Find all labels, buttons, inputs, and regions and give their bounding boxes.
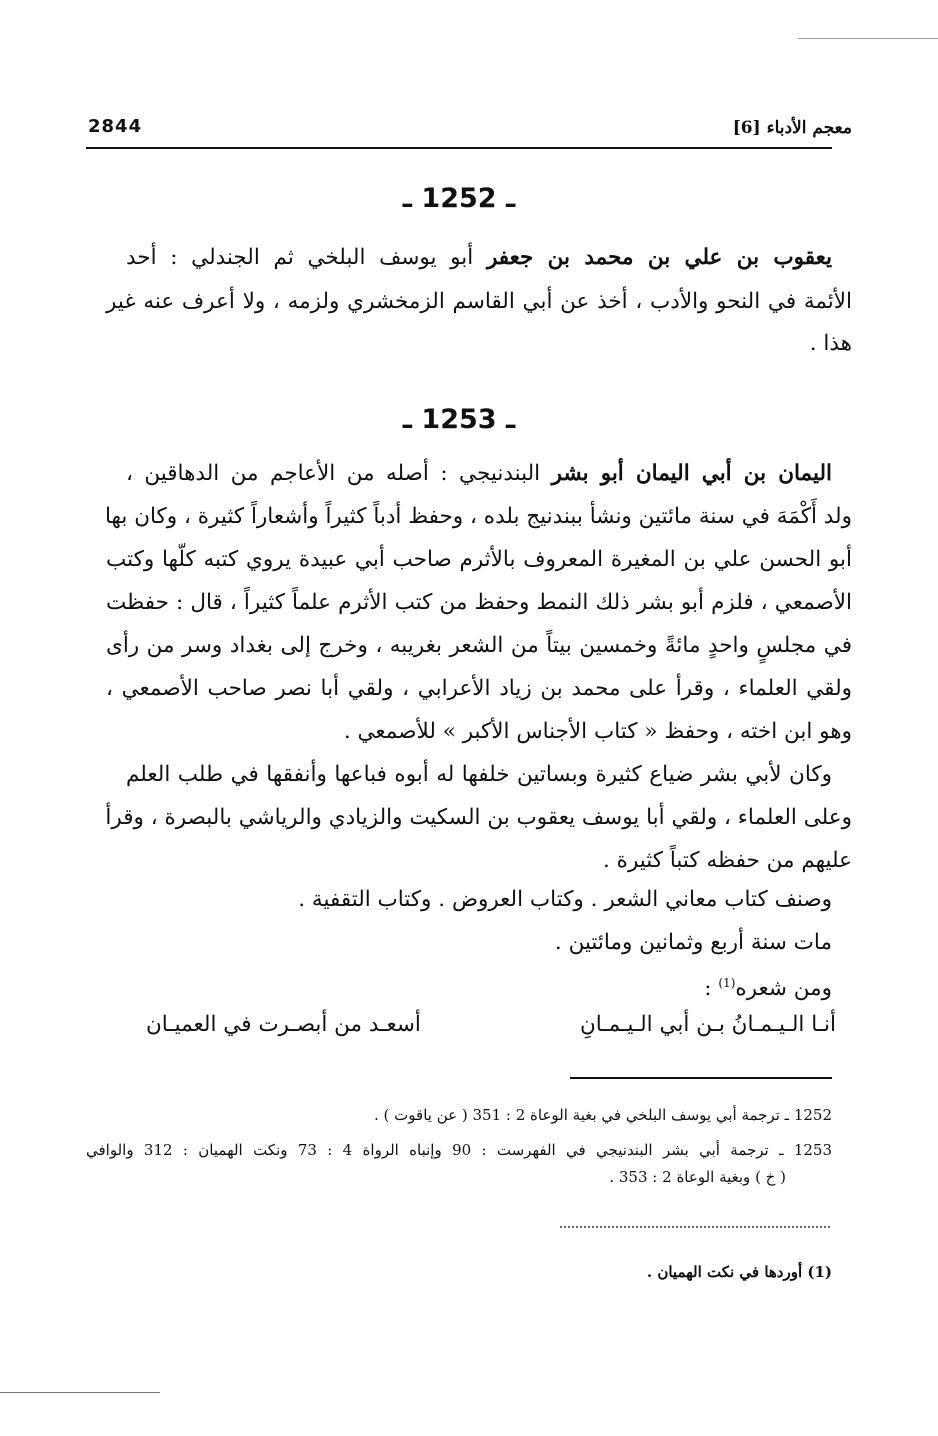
entry-1253-line-12: مات سنة أربع وثمانين ومائتين . xyxy=(554,930,832,955)
poem-intro: ومن شعره xyxy=(735,976,832,1002)
entry-1253-line-5: في مجلسٍ واحدٍ مائةً وخمسين بيتاً من الشعر بغريبه ، وخرج إلى بغداد وسر من رأى xyxy=(106,633,852,658)
header-rule xyxy=(86,147,832,149)
entry-1253-line-10: عليهم من حفظه كتباً كثيرة . xyxy=(603,848,852,873)
scan-mark-bottom xyxy=(0,1392,160,1393)
entry-number-1253: ـ 1253 ـ xyxy=(402,404,516,435)
entry-1253-line-9: وعلى العلماء ، ولقي أبا يوسف يعقوب بن السكيت والزيادي والرياشي بالبصرة ، وقرأ xyxy=(105,805,852,830)
scan-mark xyxy=(798,38,938,39)
entry-1253-line-2: ولد أَكْمَهَ في سنة مائتين ونشأ ببندنيج بلده ، وحفظ أدباً كثيراً وأشعاراً كثيرة ، وكان بها xyxy=(104,504,852,529)
footnote-1: (1) أوردها في نكت الهميان . xyxy=(646,1263,832,1281)
entry-1252-line-1-text: أبو يوسف البلخي ثم الجندلي : أحد xyxy=(126,245,487,270)
entry-1252-line-1 xyxy=(126,244,832,272)
page-number: 2844 xyxy=(88,116,143,137)
footnote-dotted-rule xyxy=(560,1226,830,1228)
footnote-rule xyxy=(570,1077,832,1079)
footnote-ref-1: (1) xyxy=(718,976,736,990)
book-title: معجم الأدباء [6] xyxy=(732,118,852,138)
entry-1253-line-13 xyxy=(126,969,832,1003)
entry-1253-line-7: وهو ابن اخته ، وحفظ « كتاب الأجناس الأكبر » للأصمعي . xyxy=(343,719,852,744)
poem-intro-colon: : xyxy=(704,976,719,1002)
verse-second-hemistich: أسعـد من أبصـرت في العميـان xyxy=(146,1012,421,1037)
entry-1253-line-6: ولقي العلماء ، وقرأ على محمد بن زياد الأعرابي ، ولقي أبا نصر صاحب الأصمعي ، xyxy=(106,676,852,701)
entry-number-1252: ـ 1252 ـ xyxy=(402,183,516,214)
source-note-1253-cont: ( خ ) وبغية الوعاة 2 : 353 . xyxy=(609,1168,786,1186)
entry-1253-line-1 xyxy=(126,460,832,488)
entry-1252-name: يعقوب بن علي بن محمد بن جعفر xyxy=(486,245,832,270)
entry-1253-line-3: أبو الحسن علي بن المغيرة المعروف بالأثرم صاحب أبي عبيدة يروي كتبه كلّها وكتب xyxy=(106,547,852,572)
entry-1253-line-4: الأصمعي ، فلزم أبو بشر ذلك النمط وحفظ من كتب الأثرم علماً كثيراً ، قال : حفظت xyxy=(106,590,852,615)
entry-1253-line-11: وصنف كتاب معاني الشعر . وكتاب العروض . وكتاب التقفية . xyxy=(298,887,832,912)
entry-1253-line-1-text: البندنيجي : أصله من الأعاجم من الدهاقين ، xyxy=(126,461,552,486)
entry-1252-line-3: هذا . xyxy=(809,331,852,356)
source-note-1252: 1252 ـ ترجمة أبي يوسف البلخي في بغية الوعاة 2 : 351 ( عن ياقوت ) . xyxy=(374,1106,832,1124)
entry-1253-line-8: وكان لأبي بشر ضياع كثيرة وبساتين خلفها له أبوه فباعها وأنفقها في طلب العلم xyxy=(126,762,832,787)
verse-first-hemistich: أنـا الـيـمـانُ بـن أبي الـيـمـانِ xyxy=(579,1012,836,1037)
source-note-1253: 1253 ـ ترجمة أبي بشر البندنيجي في الفهرست : 90 وإنباه الرواة 4 : 73 ونكت الهميان : 312 والوافي xyxy=(86,1141,832,1159)
poem-verse xyxy=(146,1012,836,1037)
entry-1253-name: اليمان بن أبي اليمان أبو بشر xyxy=(551,461,832,486)
entry-1252-line-2: الأئمة في النحو والأدب ، أخذ عن أبي القاسم الزمخشري ولزمه ، ولا أعرف عنه غير xyxy=(106,289,852,314)
